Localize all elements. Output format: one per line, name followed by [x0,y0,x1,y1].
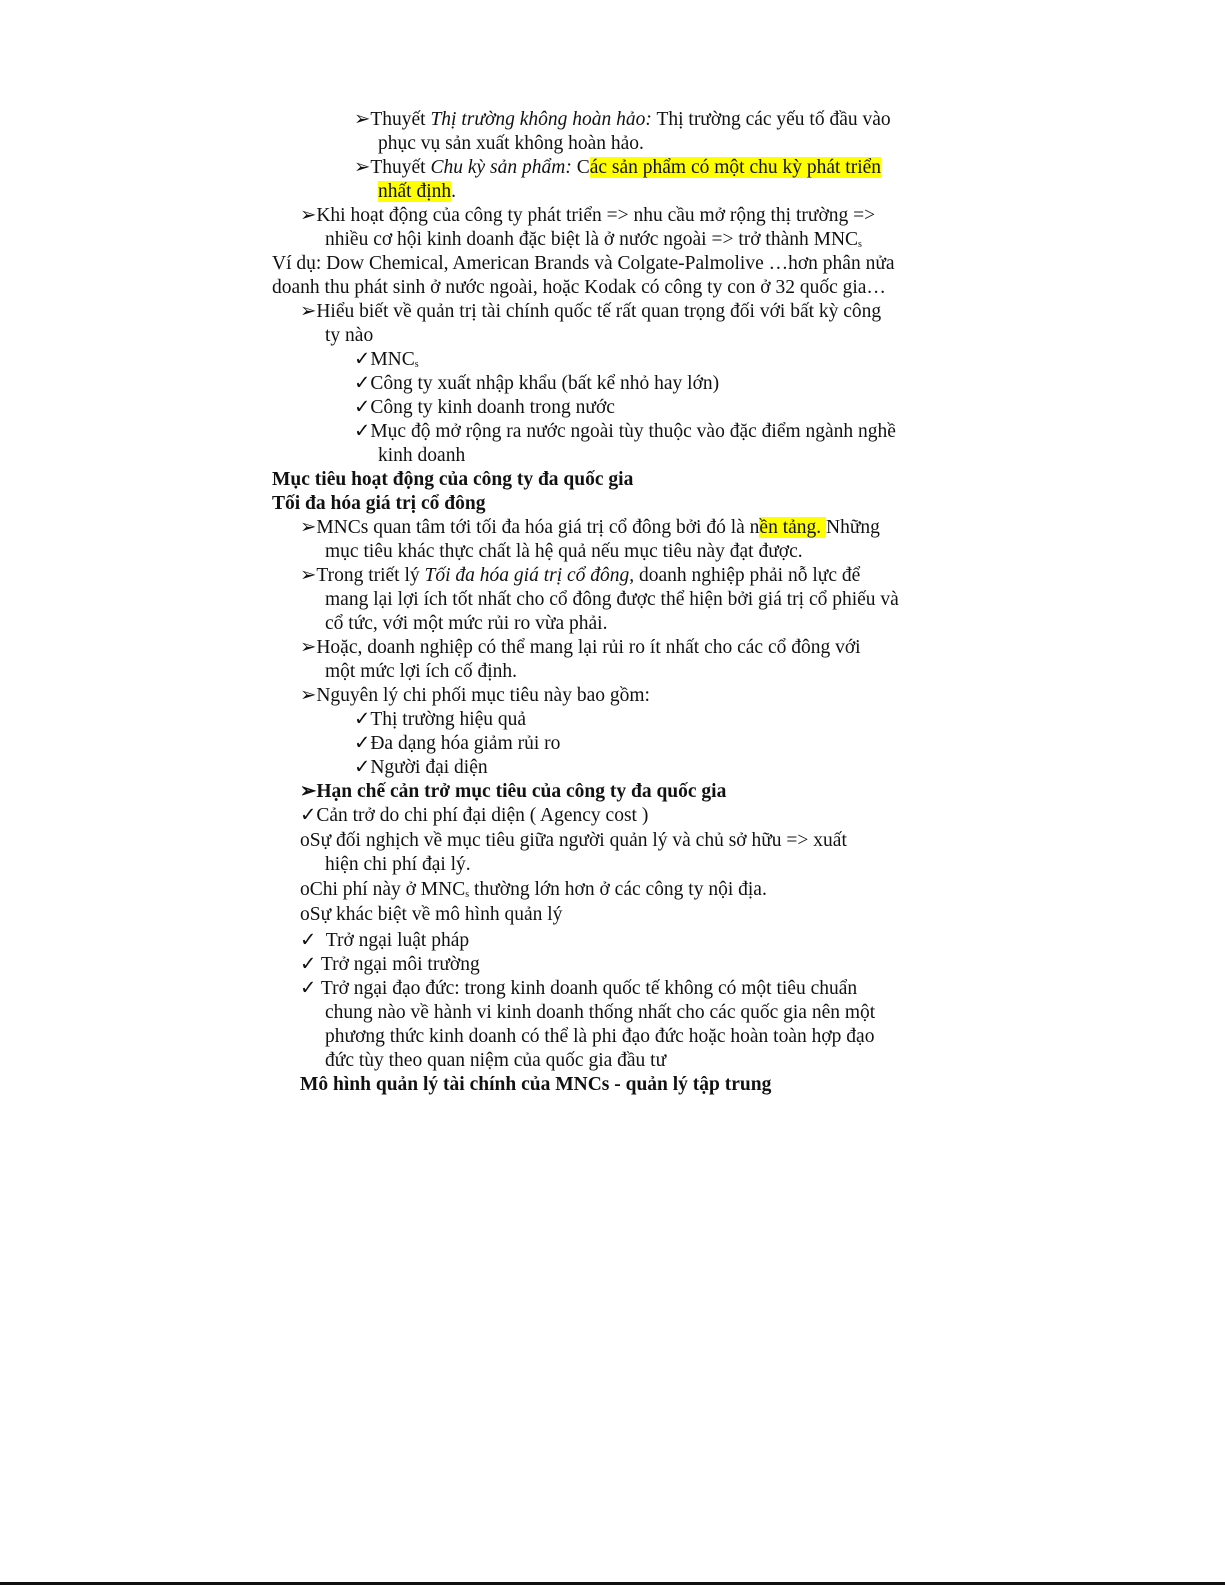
arrow-bullet-icon: ➢ [300,517,317,538]
check-item-efficient-market: ✓Thị trường hiệu quả [354,709,527,730]
bullet-product-cycle: ➢Thuyết Chu kỳ sản phẩm: Các sản phẩm có một chu kỳ phát triển [354,157,882,178]
bullet-mncs-focus: ➢MNCs quan tâm tới tối đa hóa giá trị cổ đông bởi đó là nền tảng. Những [300,517,880,538]
arrow-bullet-icon: ➢ [300,637,317,658]
check-icon: ✓ [354,373,371,394]
check-item-mncs: $✓MNC_s$ [354,349,419,370]
check-item-ethics: ✓ Trở ngại đạo đức: trong kinh doanh quốc tế không có một tiêu chuẩn [300,978,858,999]
bullet-min-risk-cont: một mức lợi ích cố định. [325,661,518,682]
bullet-mncs-focus-cont: mục tiêu khác thực chất là hệ quả nếu mục tiêu này đạt được. [325,541,803,562]
check-item-diversification: ✓Đa dạng hóa giảm rủi ro [354,733,561,754]
check-icon: ✓ [354,709,371,730]
bullet-principles: ➢Nguyên lý chi phối mục tiêu này bao gồm: [300,685,650,706]
circle-item-management-model: oSự khác biệt về mô hình quản lý [300,904,563,925]
circle-bullet-icon: o [300,879,310,900]
circle-item-conflict-cont: hiện chi phí đại lý. [325,854,471,875]
bullet-product-cycle-cont: nhất định. [378,181,456,202]
check-item-expansion-cont: kinh doanh [378,445,466,466]
bullet-philosophy-cont-2: cổ tức, với một mức rủi ro vừa phải. [325,613,608,634]
example-line-2: doanh thu phát sinh ở nước ngoài, hoặc Kodak có công ty con ở 32 quốc gia… [272,277,886,298]
bullet-financial-knowledge-cont: ty nào [325,325,374,346]
heading-mnc-objectives: Mục tiêu hoạt động của công ty đa quốc gia [272,469,634,490]
arrow-bullet-icon: ➢ [300,565,317,586]
check-icon: ✓ [300,930,317,951]
check-item-ethics-cont-3: đức tùy theo quan niệm của quốc gia đầu tư [325,1050,667,1071]
check-item-ethics-cont-2: phương thức kinh doanh có thể là phi đạo đức hoặc hoàn toàn hợp đạo [325,1026,875,1047]
check-item-legal: ✓ Trở ngại luật pháp [300,930,470,951]
check-icon: ✓ [300,978,317,999]
bullet-imperfect-market: ➢Thuyết Thị trường không hoàn hảo: Thị trường các yếu tố đầu vào [354,109,891,130]
circle-item-conflict: oSự đối nghịch về mục tiêu giữa người quản lý và chủ sở hữu => xuất [300,830,847,851]
heading-maximize-shareholder-value: Tối đa hóa giá trị cổ đông [272,493,486,514]
arrow-bullet-icon: ➢ [354,157,371,178]
circle-bullet-icon: o [300,830,310,851]
check-item-environment: ✓ Trở ngại môi trường [300,954,480,975]
bullet-min-risk: ➢Hoặc, doanh nghiệp có thể mang lại rủi ro ít nhất cho các cổ đông với [300,637,861,658]
bullet-philosophy: ➢Trong triết lý Tối đa hóa giá trị cổ đông, doanh nghiệp phải nỗ lực để [300,565,861,586]
circle-bullet-icon: o [300,904,310,925]
bullet-philosophy-cont-1: mang lại lợi ích tốt nhất cho cổ đông được thể hiện bởi giá trị cổ phiếu và [325,589,899,610]
check-item-agency-cost: ✓Cản trở do chi phí đại diện ( Agency cost ) [300,805,649,826]
check-icon: ✓ [354,421,371,442]
bullet-imperfect-market-cont: phục vụ sản xuất không hoàn hảo. [378,133,644,154]
bullet-constraints-heading: ➢Hạn chế cản trở mục tiêu của công ty đa quốc gia [300,781,727,802]
check-item-import-export: ✓Công ty xuất nhập khẩu (bất kể nhỏ hay lớn) [354,373,720,394]
check-icon: ✓ [354,733,371,754]
heading-financial-model: Mô hình quản lý tài chính của MNCs - quản lý tập trung [300,1074,772,1095]
bullet-company-growth: ➢Khi hoạt động của công ty phát triển => nhu cầu mở rộng thị trường => [300,205,876,226]
arrow-bullet-icon: ➢ [354,109,371,130]
bullet-financial-knowledge: ➢Hiểu biết về quản trị tài chính quốc tế rất quan trọng đối với bất kỳ công [300,301,882,322]
highlight: ền tảng. [759,517,827,538]
check-icon: ✓ [300,805,317,826]
highlight: nhất định [378,181,452,202]
arrow-bullet-icon: ➢ [300,685,317,706]
check-item-domestic: ✓Công ty kinh doanh trong nước [354,397,615,418]
check-item-agent: ✓Người đại diện [354,757,488,778]
check-icon: ✓ [354,757,371,778]
highlight: ác sản phẩm có một chu kỳ phát triển [589,157,882,178]
check-item-expansion: ✓Mục độ mở rộng ra nước ngoài tùy thuộc vào đặc điểm ngành nghề [354,421,896,442]
circle-item-cost-higher: oChi phí này ở $MNC_s$ thường lớn hơn ở các công ty nội địa. [300,879,767,900]
check-icon: ✓ [354,349,371,370]
arrow-bullet-icon: ➢ [300,205,317,226]
check-icon: ✓ [354,397,371,418]
example-line-1: Ví dụ: Dow Chemical, American Brands và Colgate-Palmolive …hơn phân nửa [272,253,895,274]
bullet-company-growth-cont: nhiều cơ hội kinh doanh đặc biệt là ở nước ngoài => trở thành $MNC_s$ [325,229,862,250]
check-icon: ✓ [300,954,317,975]
check-item-ethics-cont-1: chung nào về hành vi kinh doanh thống nhất cho các quốc gia nên một [325,1002,876,1023]
arrow-bullet-icon: ➢ [300,781,317,802]
arrow-bullet-icon: ➢ [300,301,317,322]
